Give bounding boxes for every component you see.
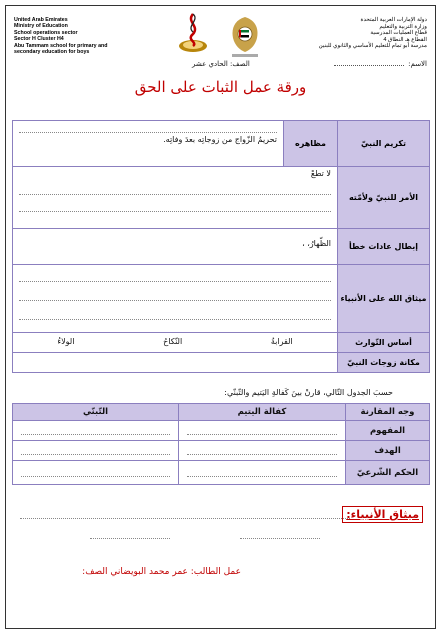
option-text: الولاءُ (57, 337, 75, 346)
table-row (13, 421, 430, 441)
table-row (13, 353, 430, 373)
header-left-english (14, 17, 154, 55)
row-label: الهدف (346, 441, 430, 461)
table-row (13, 461, 430, 485)
header-line: دولة الإمارات العربية المتحدة (360, 17, 427, 23)
header-line: secondary education for boys (14, 49, 90, 56)
column-header: التّبنّي (13, 404, 179, 421)
cell-text (13, 353, 337, 357)
header-line: School operations sector (14, 29, 78, 36)
answer-line[interactable] (19, 203, 331, 212)
row-label: تكريم النبيّ (338, 121, 430, 167)
sub-label: مظاهره (284, 121, 338, 167)
row-label: ميثاق الله على الأنبياء (338, 265, 430, 333)
compare-question: حسبَ الجدول التّالي، قارنْ بينَ كَفالةِ اليَتيم والتّبنّي: (224, 388, 393, 397)
header-line: القطاع هـ النطاق 4 (383, 36, 427, 43)
options-row (13, 333, 337, 346)
answer-cell[interactable] (179, 441, 346, 461)
table-header-row (13, 404, 430, 421)
uae-emblem-icon (226, 14, 264, 60)
option-text: القرابةُ (270, 337, 293, 346)
row-label: مكانة زوجات النبيّ (338, 353, 430, 373)
class-label: الصف: الحادي عشر (192, 60, 250, 68)
answer-cell[interactable] (13, 421, 179, 441)
options-cell (13, 333, 338, 353)
answer-cell[interactable] (13, 353, 338, 373)
header-line: قطاع العمليات المدرسية (370, 30, 427, 36)
answer-cell[interactable] (13, 121, 284, 167)
header-line: Sector H Cluster H4 (14, 36, 64, 43)
answer-cell[interactable] (13, 229, 338, 265)
answer-line[interactable] (19, 292, 331, 301)
header-right-arabic (317, 17, 427, 50)
comparison-table (12, 403, 430, 485)
cell-text: لا تطعْ (310, 169, 331, 178)
table-row (13, 121, 430, 167)
table-row (13, 333, 430, 353)
mithaq-heading: ميثاق الأنبياء: (342, 506, 423, 523)
row-label: الحكم الشّرعيّ (346, 461, 430, 485)
table-row (13, 167, 430, 229)
answer-line[interactable] (20, 518, 350, 519)
name-blank[interactable] (334, 65, 404, 66)
answer-cell[interactable] (179, 461, 346, 485)
header-line: Ministry of Education (14, 23, 68, 30)
answer-cell[interactable] (13, 441, 179, 461)
row-label: إبطال عادات خطأ (338, 229, 430, 265)
answer-line[interactable] (19, 124, 277, 133)
header-line: United Arab Emirates (14, 17, 68, 23)
answer-line[interactable] (90, 538, 170, 539)
topics-table (12, 120, 430, 373)
name-label: الاسم: (408, 60, 427, 68)
answer-cell[interactable] (13, 265, 338, 333)
answer-cell[interactable] (13, 167, 338, 229)
answer-line[interactable] (19, 273, 331, 282)
cell-text: تحريمُ الزّواج من زوجاتِه بعدَ وفاتِه. (163, 135, 277, 144)
answer-line[interactable] (240, 538, 320, 539)
row-label: أساس التّوارث (338, 333, 430, 353)
header-line: مدرسة أبو تمام للتعليم الأساسي والثانوي للبنين (318, 43, 427, 49)
student-work-label: عمل الطالب: عمر محمد البويضاني الصف: (82, 567, 241, 577)
cell-text: الظّهارُ، ، (302, 239, 331, 248)
table-row (13, 441, 430, 461)
answer-line[interactable] (19, 186, 331, 195)
column-header: وجه المقارنة (346, 404, 430, 421)
answer-cell[interactable] (13, 461, 179, 485)
row-label: الأمر للنبيّ ولأمّته (338, 167, 430, 229)
answer-cell[interactable] (179, 421, 346, 441)
header-line: وزارة التربية والتعليم (379, 23, 427, 30)
page-title: ورقة عمل الثبات على الحق (134, 78, 307, 96)
option-text: النّكاحُ (163, 337, 183, 346)
name-field[interactable] (334, 60, 427, 68)
cell-text (13, 320, 337, 324)
table-row (13, 265, 430, 333)
table-row (13, 229, 430, 265)
header-line: Abu Tammam school for primary and (14, 42, 108, 49)
row-label: المفهوم (346, 421, 430, 441)
column-header: كفالة اليتيم (179, 404, 346, 421)
ministry-education-logo-icon (176, 10, 210, 54)
answer-line[interactable] (19, 311, 331, 320)
